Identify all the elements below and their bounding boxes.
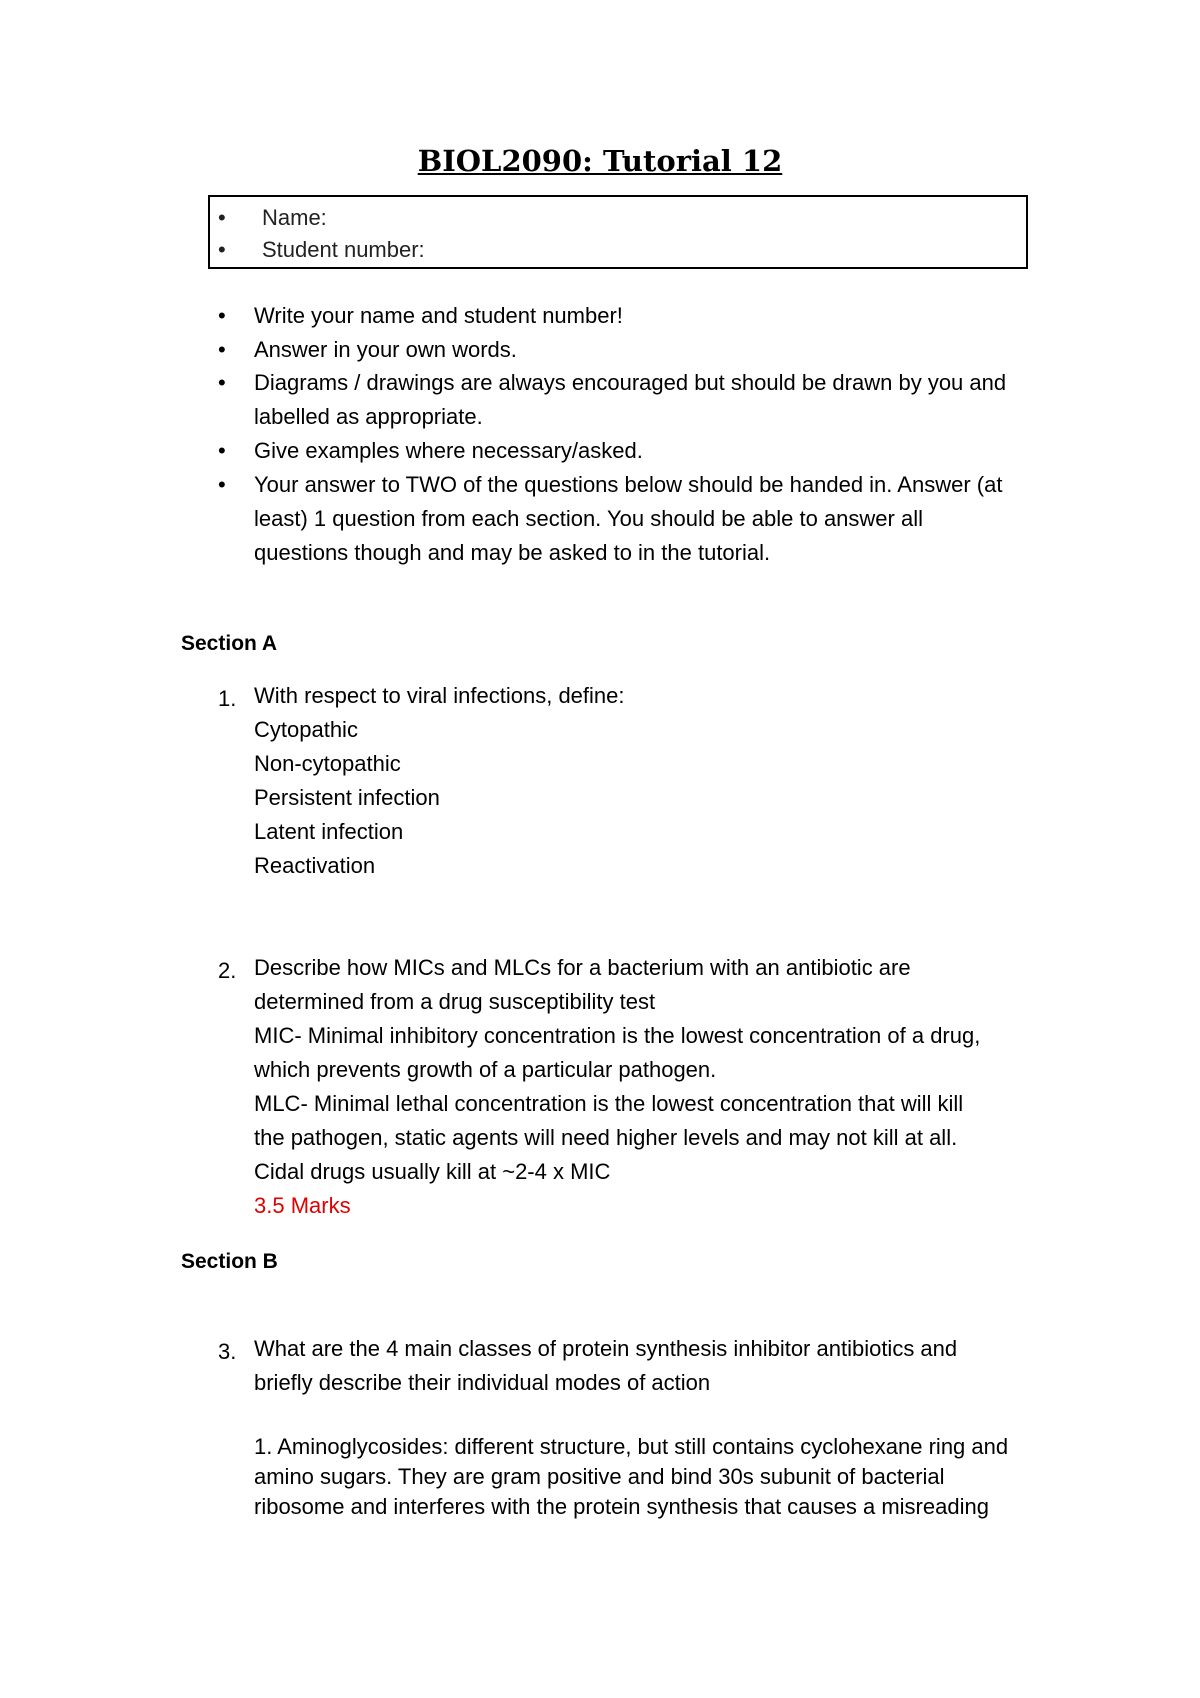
bullet-icon: • (218, 472, 226, 497)
bullet-icon: • (218, 370, 226, 395)
bullet-icon: • (218, 438, 226, 463)
question-number: 3. (218, 1339, 237, 1364)
bullet-icon: • (218, 205, 226, 230)
question-number: 2. (218, 958, 237, 983)
marks-label: 3.5 Marks (254, 1193, 351, 1218)
bullet-icon: • (218, 337, 226, 362)
student-info-box: • Name: • Student number: (208, 195, 1028, 269)
bullet-icon: • (218, 303, 226, 328)
document-page: BIOL2090: Tutorial 12 • Name: • Student number: • Write your name and student number! • Answer in your own words. • Diagrams / drawings are always encouraged but should be drawn by you and labelled as appropriate. • Give examples where necessary/asked. • Your answer to TWO of the questions below should be handed in. Answer (at least) 1 question from each section. You should be able to answer all questions though and may be asked to in the tutorial. Section A 1. With respect to viral infections, define: Cytopathic Non-cytopathic Persistent infection Latent infection Reactivation 2. Describe how MICs and MLCs for a bacterium with an antibiotic are determined from a drug susceptibility test MIC- Minimal inhibitory concentration is the lowest concentration of a drug, which prevents growth of a particular pathogen. MLC- Minimal lethal concentration is the lowest concentration that will kill the pathogen, static agents will need higher levels and may not kill at all. Cidal drugs usually kill at ~2-4 x MIC 3.5 Marks Section B 3. What are the 4 main classes of protein synthesis inhibitor antibiotics and briefly describe their individual modes of action 1. Aminoglycosides: different structure, but still contains cyclohexane ring and amino sugars. They are gram positive and bind 30s subunit of bacterial ribosome and interferes with the protein synthesis that causes a misreading (0, 0, 1200, 1698)
section-b-heading: Section B (181, 1250, 278, 1273)
question-number: 1. (218, 686, 237, 711)
section-a-heading: Section A (181, 632, 278, 655)
page-title: BIOL2090: Tutorial 12 (417, 144, 783, 178)
bullet-icon: • (218, 237, 226, 262)
